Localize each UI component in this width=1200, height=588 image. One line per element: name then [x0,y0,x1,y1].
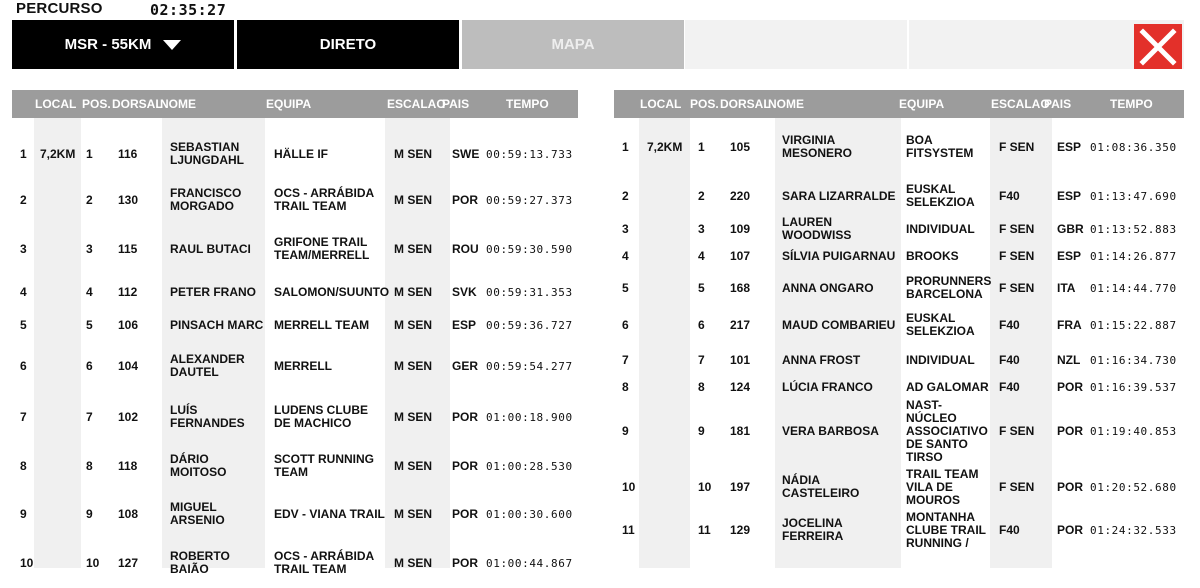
cell-pais: POR [452,555,479,570]
table-body [12,118,578,576]
cell-rank: 5 [622,280,629,295]
tab-empty-1 [685,20,907,69]
cell-dorsal: 105 [730,139,751,154]
cell-pais: NZL [1057,352,1081,367]
cell-equipa: SCOTT RUNNING TEAM [274,452,374,479]
cell-nome: VERA BARBOSA [782,423,879,438]
table-row[interactable] [614,304,1184,346]
cell-tempo: 00:59:54.277 [486,359,573,373]
cell-nome: LÚCIA FRANCO [782,379,873,394]
cell-local [40,442,84,490]
cell-rank: 6 [622,317,629,332]
table-row[interactable] [614,397,1184,464]
table-row[interactable] [614,510,1184,550]
cell-dorsal: 104 [118,358,139,373]
cell-local [40,225,84,273]
cell-escalao: F SEN [999,221,1035,236]
cell-equipa: EDV - VIANA TRAIL [274,506,385,521]
table-row[interactable] [614,373,1184,401]
cell-local [647,176,691,216]
col-tempo: TEMPO [1110,97,1153,111]
cell-escalao: F SEN [999,423,1035,438]
cell-tempo: 01:08:36.350 [1090,140,1177,154]
cell-equipa: PRORUNNERS BARCELONA [906,274,992,301]
cell-pais: GBR [1057,221,1084,236]
cell-pais: POR [452,409,479,424]
cell-rank: 9 [20,506,27,521]
race-selector-dropdown[interactable] [12,20,234,69]
cell-tempo: 00:59:36.727 [486,318,573,332]
tab-map[interactable]: MAPA [462,20,684,69]
cell-equipa: EUSKAL SELEKZIOA [906,311,975,338]
col-dorsal: DORSAL [112,97,163,111]
cell-nome: LUÍS FERNANDES [170,403,245,430]
cell-dorsal: 118 [118,458,138,473]
cell-escalao: M SEN [394,146,433,161]
cell-nome: PETER FRANO [170,284,257,299]
cell-local [647,270,691,306]
table-row[interactable] [12,538,578,588]
cell-equipa: INDIVIDUAL [906,352,975,367]
race-selector-label: MSR - 55KM [64,36,152,53]
cell-tempo: 01:13:52.883 [1090,222,1177,236]
cell-tempo: 01:00:44.867 [486,556,573,570]
cell-nome: VIRGINIA MESONERO [782,133,853,160]
cell-rank: 5 [20,317,27,332]
cell-escalao: M SEN [394,241,433,256]
tab-bar [12,20,1184,69]
results-table-men [12,90,578,576]
cell-nome: MIGUEL ARSENIO [170,500,225,527]
table-header [614,90,1184,118]
cell-rank: 7 [622,352,629,367]
cell-rank: 3 [622,221,629,236]
cell-equipa: AD GALOMAR [906,379,989,394]
cell-dorsal: 112 [118,284,138,299]
table-row[interactable] [12,274,578,310]
cell-tempo: 01:19:40.853 [1090,424,1177,438]
cell-escalao: M SEN [394,284,433,299]
cell-tempo: 01:00:30.600 [486,507,573,521]
tab-live[interactable]: DIRETO [237,20,459,69]
close-icon [1139,28,1177,66]
cell-dorsal: 129 [730,522,751,537]
cell-escalao: F40 [999,188,1020,203]
cell-pais: POR [1057,479,1084,494]
cell-equipa: MERRELL TEAM [274,317,370,332]
cell-pos: 11 [698,522,711,537]
cell-escalao: F SEN [999,248,1035,263]
cell-rank: 9 [622,423,629,438]
cell-tempo: 01:16:39.537 [1090,380,1177,394]
cell-pos: 5 [698,280,705,295]
table-row[interactable] [614,270,1184,306]
cell-pais: GER [452,358,479,373]
cell-nome: ALEXANDER DAUTEL [170,352,245,379]
cell-rank: 10 [20,555,34,570]
cell-local [40,176,84,224]
cell-local [647,400,691,462]
cell-pais: ESP [1057,248,1082,263]
cell-local [647,215,691,243]
cell-pais: POR [452,458,479,473]
cell-local [647,346,691,374]
table-row[interactable] [12,490,578,538]
col-escalao: ESCALAO [387,97,446,111]
cell-nome: FRANCISCO MORGADO [170,186,242,213]
cell-dorsal: 168 [730,280,751,295]
table-row[interactable] [12,308,578,342]
cell-equipa: GRIFONE TRAIL TEAM/MERRELL [274,235,370,262]
close-button[interactable] [1134,24,1182,69]
cell-pais: ESP [1057,139,1082,154]
cell-dorsal: 124 [730,379,751,394]
cell-pos: 6 [698,317,705,332]
cell-pais: POR [1057,522,1084,537]
cell-rank: 1 [20,146,27,161]
cell-local [647,304,691,346]
page-title: PERCURSO [16,0,103,17]
cell-local [647,242,691,270]
cell-equipa: LUDENS CLUBE DE MACHICO [274,403,369,430]
cell-nome: SÍLVIA PUIGARNAU [782,248,896,263]
cell-pos: 1 [86,146,93,161]
cell-escalao: F SEN [999,139,1035,154]
cell-nome: PINSACH MARC [170,317,264,332]
col-pais: PAIS [442,97,470,111]
cell-rank: 4 [20,284,27,299]
cell-escalao: M SEN [394,192,433,207]
col-pos: POS. [690,97,719,111]
cell-dorsal: 127 [118,555,139,570]
cell-pais: POR [1057,379,1084,394]
table-row[interactable] [614,242,1184,270]
cell-pais: FRA [1057,317,1082,332]
cell-escalao: M SEN [394,409,433,424]
cell-pos: 4 [698,248,705,263]
cell-pais: ESP [1057,188,1082,203]
cell-pos: 2 [698,188,705,203]
cell-tempo: 01:24:32.533 [1090,523,1177,537]
cell-equipa: INDIVIDUAL [906,221,975,236]
cell-pos: 6 [86,358,93,373]
cell-nome: ANNA FROST [782,352,861,367]
cell-pos: 8 [698,379,705,394]
col-equipa: EQUIPA [266,97,312,111]
table-row[interactable] [614,215,1184,243]
cell-escalao: M SEN [394,555,433,570]
cell-tempo: 00:59:30.590 [486,242,573,256]
cell-pais: SVK [452,284,477,299]
cell-pos: 5 [86,317,93,332]
cell-local [40,538,84,588]
cell-equipa: BOA FITSYSTEM [906,133,974,160]
table-row[interactable] [12,342,578,390]
cell-equipa: NAST- NÚCLEO ASSOCIATIVO DE SANTO TIRSO [906,397,988,464]
table-row[interactable] [12,392,578,442]
cell-rank: 8 [20,458,27,473]
cell-nome: NÁDIA CASTELEIRO [782,473,860,500]
cell-tempo: 00:59:13.733 [486,147,573,161]
cell-rank: 2 [20,192,27,207]
table-row[interactable] [614,124,1184,170]
cell-local [647,510,691,550]
cell-escalao: M SEN [394,358,433,373]
col-pais: PAIS [1044,97,1072,111]
cell-rank: 1 [622,139,629,154]
cell-pais: SWE [452,146,480,161]
cell-dorsal: 107 [730,248,751,263]
cell-escalao: F40 [999,352,1020,367]
cell-pais: POR [452,192,479,207]
table-row[interactable] [614,462,1184,512]
table-row[interactable] [12,442,578,490]
table-body [614,118,1184,568]
cell-equipa: MONTANHA CLUBE TRAIL RUNNING / [906,509,986,550]
cell-dorsal: 116 [118,146,138,161]
table-row[interactable] [614,346,1184,374]
cell-local [647,462,691,512]
cell-pos: 8 [86,458,93,473]
table-row[interactable] [12,176,578,224]
table-header [12,90,578,118]
cell-rank: 3 [20,241,27,256]
cell-escalao: F40 [999,522,1020,537]
cell-tempo: 01:16:34.730 [1090,353,1177,367]
cell-pos: 7 [698,352,705,367]
table-row[interactable] [614,176,1184,216]
cell-local [40,490,84,538]
col-local: LOCAL [640,97,682,111]
top-bar [0,0,1200,18]
cell-nome: SARA LIZARRALDE [782,188,896,203]
cell-pos: 1 [698,139,705,154]
cell-dorsal: 102 [118,409,139,424]
cell-nome: MAUD COMBARIEU [782,317,896,332]
cell-dorsal: 115 [118,241,138,256]
cell-dorsal: 220 [730,188,751,203]
cell-tempo: 01:00:28.530 [486,459,573,473]
cell-tempo: 01:13:47.690 [1090,189,1177,203]
cell-local [40,342,84,390]
cell-dorsal: 217 [730,317,751,332]
cell-tempo: 01:14:44.770 [1090,281,1177,295]
cell-nome: LAUREN WOODWISS [782,215,852,242]
cell-local [40,274,84,310]
cell-equipa: TRAIL TEAM VILA DE MOUROS [906,466,979,507]
cell-rank: 2 [622,188,629,203]
cell-tempo: 01:14:26.877 [1090,249,1177,263]
cell-escalao: M SEN [394,506,433,521]
cell-equipa: OCS - ARRÁBIDA TRAIL TEAM [274,549,374,576]
cell-dorsal: 108 [118,506,139,521]
cell-dorsal: 130 [118,192,139,207]
col-local: LOCAL [35,97,77,111]
caret-down-icon [163,40,181,50]
race-clock: 02:35:27 [150,1,227,19]
table-row[interactable] [12,124,578,184]
cell-tempo: 00:59:27.373 [486,193,573,207]
cell-escalao: M SEN [394,317,433,332]
cell-local [40,392,84,442]
cell-rank: 10 [622,479,636,494]
cell-pos: 9 [86,506,93,521]
cell-pais: ROU [452,241,479,256]
col-pos: POS. [82,97,111,111]
cell-pais: POR [452,506,479,521]
cell-local [647,373,691,401]
cell-nome: SEBASTIAN LJUNGDAHL [170,140,244,167]
cell-equipa: HÄLLE IF [274,146,328,161]
results-table-women [614,90,1184,568]
cell-dorsal: 106 [118,317,139,332]
cell-local: 7,2KM [40,146,76,161]
col-dorsal: DORSAL [720,97,771,111]
cell-local: 7,2KM [647,139,683,154]
cell-pos: 3 [86,241,93,256]
cell-escalao: M SEN [394,458,433,473]
cell-rank: 11 [622,522,635,537]
cell-nome: DÁRIO MOITOSO [170,452,227,479]
cell-tempo: 00:59:31.353 [486,285,573,299]
cell-escalao: F40 [999,379,1020,394]
cell-pais: ITA [1057,280,1076,295]
cell-pais: ESP [452,317,477,332]
col-nome: NOME [768,97,804,111]
cell-equipa: BROOKS [906,248,959,263]
cell-dorsal: 181 [730,423,751,438]
cell-equipa: SALOMON/SUUNTO [274,284,390,299]
cell-equipa: EUSKAL SELEKZIOA [906,182,975,209]
cell-nome: ANNA ONGARO [782,280,874,295]
cell-equipa: MERRELL [274,358,332,373]
col-tempo: TEMPO [506,97,549,111]
cell-pos: 9 [698,423,705,438]
cell-dorsal: 101 [730,352,751,367]
cell-pais: POR [1057,423,1084,438]
cell-pos: 2 [86,192,93,207]
cell-rank: 7 [20,409,27,424]
cell-tempo: 01:15:22.887 [1090,318,1177,332]
cell-equipa: OCS - ARRÁBIDA TRAIL TEAM [274,186,374,213]
cell-rank: 4 [622,248,629,263]
cell-escalao: F40 [999,317,1020,332]
cell-escalao: F SEN [999,280,1035,295]
cell-nome: RAUL BUTACI [170,241,251,256]
cell-dorsal: 197 [730,479,751,494]
cell-pos: 3 [698,221,705,236]
cell-pos: 10 [86,555,100,570]
cell-pos: 10 [698,479,712,494]
cell-nome: JOCELINA FERREIRA [782,516,844,543]
col-nome: NOME [160,97,196,111]
col-equipa: EQUIPA [899,97,945,111]
cell-tempo: 01:20:52.680 [1090,480,1177,494]
col-escalao: ESCALAO [991,97,1050,111]
cell-rank: 6 [20,358,27,373]
cell-escalao: F SEN [999,479,1035,494]
table-row[interactable] [12,225,578,273]
cell-nome: ROBERTO BAIÃO [170,549,230,576]
cell-pos: 4 [86,284,93,299]
cell-rank: 8 [622,379,629,394]
cell-local [40,308,84,342]
cell-dorsal: 109 [730,221,751,236]
cell-pos: 7 [86,409,93,424]
cell-tempo: 01:00:18.900 [486,410,573,424]
